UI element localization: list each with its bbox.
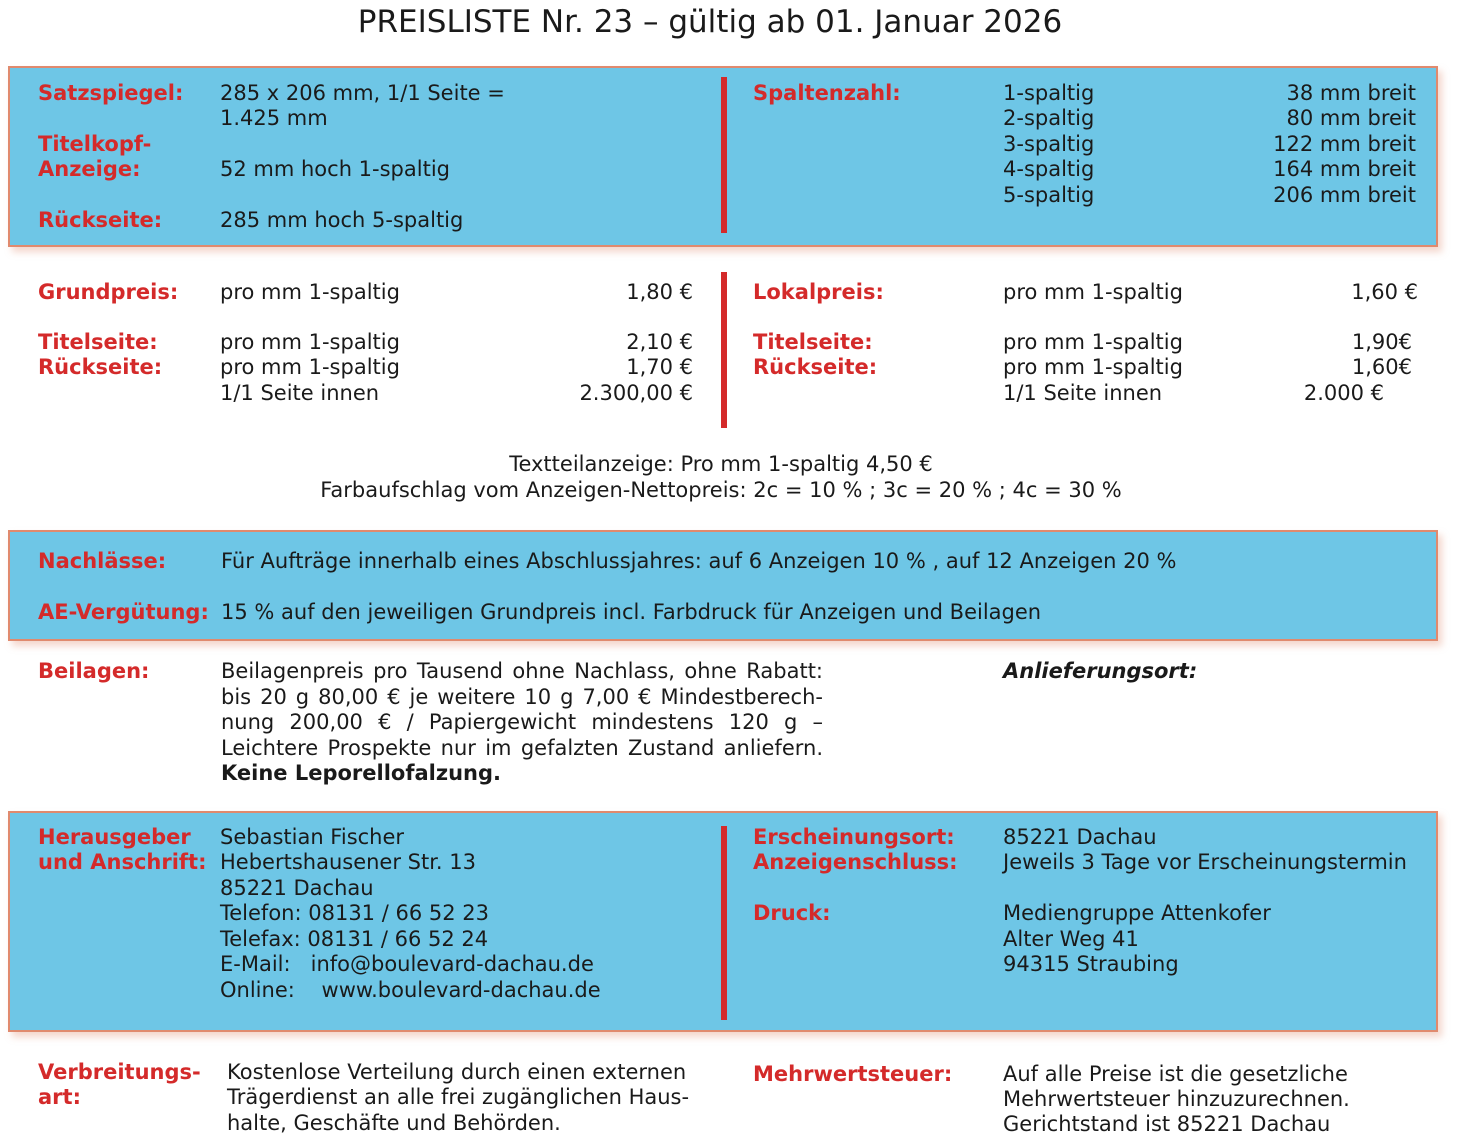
column-name: 2-spaltig [1003, 106, 1095, 130]
verbreitung-label-2: art: [38, 1085, 81, 1109]
lokalpreis-value: 1,60 € [1351, 280, 1418, 304]
publisher-line: Hebertshausener Str. 13 [220, 850, 476, 874]
prices-divider [721, 272, 727, 428]
rueckseite-value: 1,70 € [626, 355, 693, 379]
beilagen-text [221, 659, 823, 787]
rueckseite-label: Rückseite: [38, 355, 163, 379]
publisher-line: E-Mail: info@boulevard-dachau.de [220, 952, 594, 976]
column-width: 38 mm breit [1286, 81, 1416, 105]
grundpreis-value: 1,80 € [626, 280, 693, 304]
druck-label: Druck: [753, 901, 831, 925]
beilagen-label: Beilagen: [38, 659, 150, 683]
druck-line: Mediengruppe Attenkofer [1003, 901, 1271, 925]
erscheinungsort-label: Erscheinungsort: [753, 825, 955, 849]
lokal-titelseite-desc: pro mm 1-spaltig [1003, 330, 1183, 354]
titelkopf-label-2: Anzeige: [38, 157, 141, 181]
column-name: 3-spaltig [1003, 132, 1095, 156]
druck-line: 94315 Straubing [1003, 952, 1179, 976]
verbreitung-line: halte, Geschäfte und Behörden. [227, 1111, 561, 1135]
lokalpreis-label: Lokalpreis: [753, 280, 884, 304]
spaltenzahl-label: Spaltenzahl: [753, 81, 901, 105]
column-width: 122 mm breit [1273, 132, 1416, 156]
publisher-line: Telefon: 08131 / 66 52 23 [220, 901, 489, 925]
lokal-rueckseite-desc: pro mm 1-spaltig [1003, 355, 1183, 379]
page-title: PREISLISTE Nr. 23 – gültig ab 01. Januar 2026 [357, 4, 1063, 40]
druck-line: Alter Weg 41 [1003, 927, 1139, 951]
seite-desc: 1/1 Seite innen [220, 381, 380, 405]
format-divider [721, 77, 727, 233]
lokal-titelseite-label: Titelseite: [753, 330, 873, 354]
satzspiegel-value-2: 1.425 mm [220, 106, 328, 130]
lokal-seite-value: 2.000 € [1303, 381, 1384, 405]
mwst-line: Auf alle Preise ist die gesetzliche [1003, 1062, 1348, 1086]
format-rueckseite-value: 285 mm hoch 5-spaltig [220, 208, 464, 232]
anlieferungsort-label: Anlieferungsort: [1003, 659, 1198, 683]
farbaufschlag-note: Farbaufschlag vom Anzeigen-Nettopreis: 2c = 10 % ; 3c = 20 % ; 4c = 30 % [320, 478, 1122, 502]
titelseite-label: Titelseite: [38, 330, 158, 354]
titelseite-desc: pro mm 1-spaltig [220, 330, 400, 354]
grundpreis-desc: pro mm 1-spaltig [220, 280, 400, 304]
titelkopf-value: 52 mm hoch 1-spaltig [220, 157, 450, 181]
lokal-rueckseite-label: Rückseite: [753, 355, 878, 379]
satzspiegel-value-1: 285 x 206 mm, 1/1 Seite = [220, 81, 505, 105]
grundpreis-label: Grundpreis: [38, 280, 179, 304]
column-name: 1-spaltig [1003, 81, 1095, 105]
nachlaesse-label: Nachlässe: [38, 549, 167, 573]
lokal-titelseite-value: 1,90€ [1351, 330, 1412, 354]
lokal-rueckseite-value: 1,60€ [1351, 355, 1412, 379]
mwst-line: Mehrwertsteuer hinzuzurechnen. [1003, 1087, 1350, 1111]
publisher-line: Sebastian Fischer [220, 825, 405, 849]
ae-value: 15 % auf den jeweiligen Grundpreis incl. Farbdruck für Anzeigen und Beilagen [221, 600, 1042, 624]
lokal-seite-desc: 1/1 Seite innen [1003, 381, 1163, 405]
nachlaesse-value: Für Aufträge innerhalb eines Abschlussjahres: auf 6 Anzeigen 10 % , auf 12 Anzeigen 20 % [221, 549, 1177, 573]
verbreitung-label-1: Verbreitungs- [38, 1060, 201, 1084]
publisher-line: 85221 Dachau [220, 876, 374, 900]
herausgeber-label-2: und Anschrift: [38, 850, 207, 874]
verbreitung-line: Trägerdienst an alle frei zugänglichen Haus- [227, 1085, 690, 1109]
mwst-label: Mehrwertsteuer: [753, 1062, 953, 1086]
herausgeber-label-1: Herausgeber [38, 825, 191, 849]
beilagen-bold: Keine Leporellofalzung. [221, 761, 501, 785]
satzspiegel-label: Satzspiegel: [38, 81, 184, 105]
rueckseite-desc: pro mm 1-spaltig [220, 355, 400, 379]
mwst-line: Gerichtstand ist 85221 Dachau [1003, 1112, 1331, 1136]
textteil-note: Textteilanzeige: Pro mm 1-spaltig 4,50 € [509, 452, 933, 476]
lokalpreis-desc: pro mm 1-spaltig [1003, 280, 1183, 304]
column-width: 164 mm breit [1273, 157, 1416, 181]
anzeigenschluss-value: Jeweils 3 Tage vor Erscheinungstermin [1003, 850, 1407, 874]
titelseite-value: 2,10 € [626, 330, 693, 354]
publisher-line: Online: www.boulevard-dachau.de [220, 978, 601, 1002]
verbreitung-line: Kostenlose Verteilung durch einen externen [227, 1060, 687, 1084]
titelkopf-label-1: Titelkopf- [38, 132, 152, 156]
beilagen-body: Beilagenpreis pro Tausend ohne Nachlass, ohne Rabatt: bis 20 g 80,00 € je weitere 10 g 7,00 € Mindestberechnung 200,00 € / Papiergewicht mindestens 120 g – Leichtere Prospekte nur im gefalzten Zustand anliefern. [221, 659, 823, 760]
format-rueckseite-label: Rückseite: [38, 208, 163, 232]
column-name: 5-spaltig [1003, 183, 1095, 207]
column-name: 4-spaltig [1003, 157, 1095, 181]
seite-value: 2.300,00 € [579, 381, 693, 405]
publisher-divider [721, 826, 727, 1020]
ae-label: AE-Vergütung: [38, 600, 209, 624]
erscheinungsort-value: 85221 Dachau [1003, 825, 1157, 849]
column-width: 80 mm breit [1286, 106, 1416, 130]
column-width: 206 mm breit [1273, 183, 1416, 207]
anzeigenschluss-label: Anzeigenschluss: [753, 850, 958, 874]
publisher-line: Telefax: 08131 / 66 52 24 [220, 927, 489, 951]
